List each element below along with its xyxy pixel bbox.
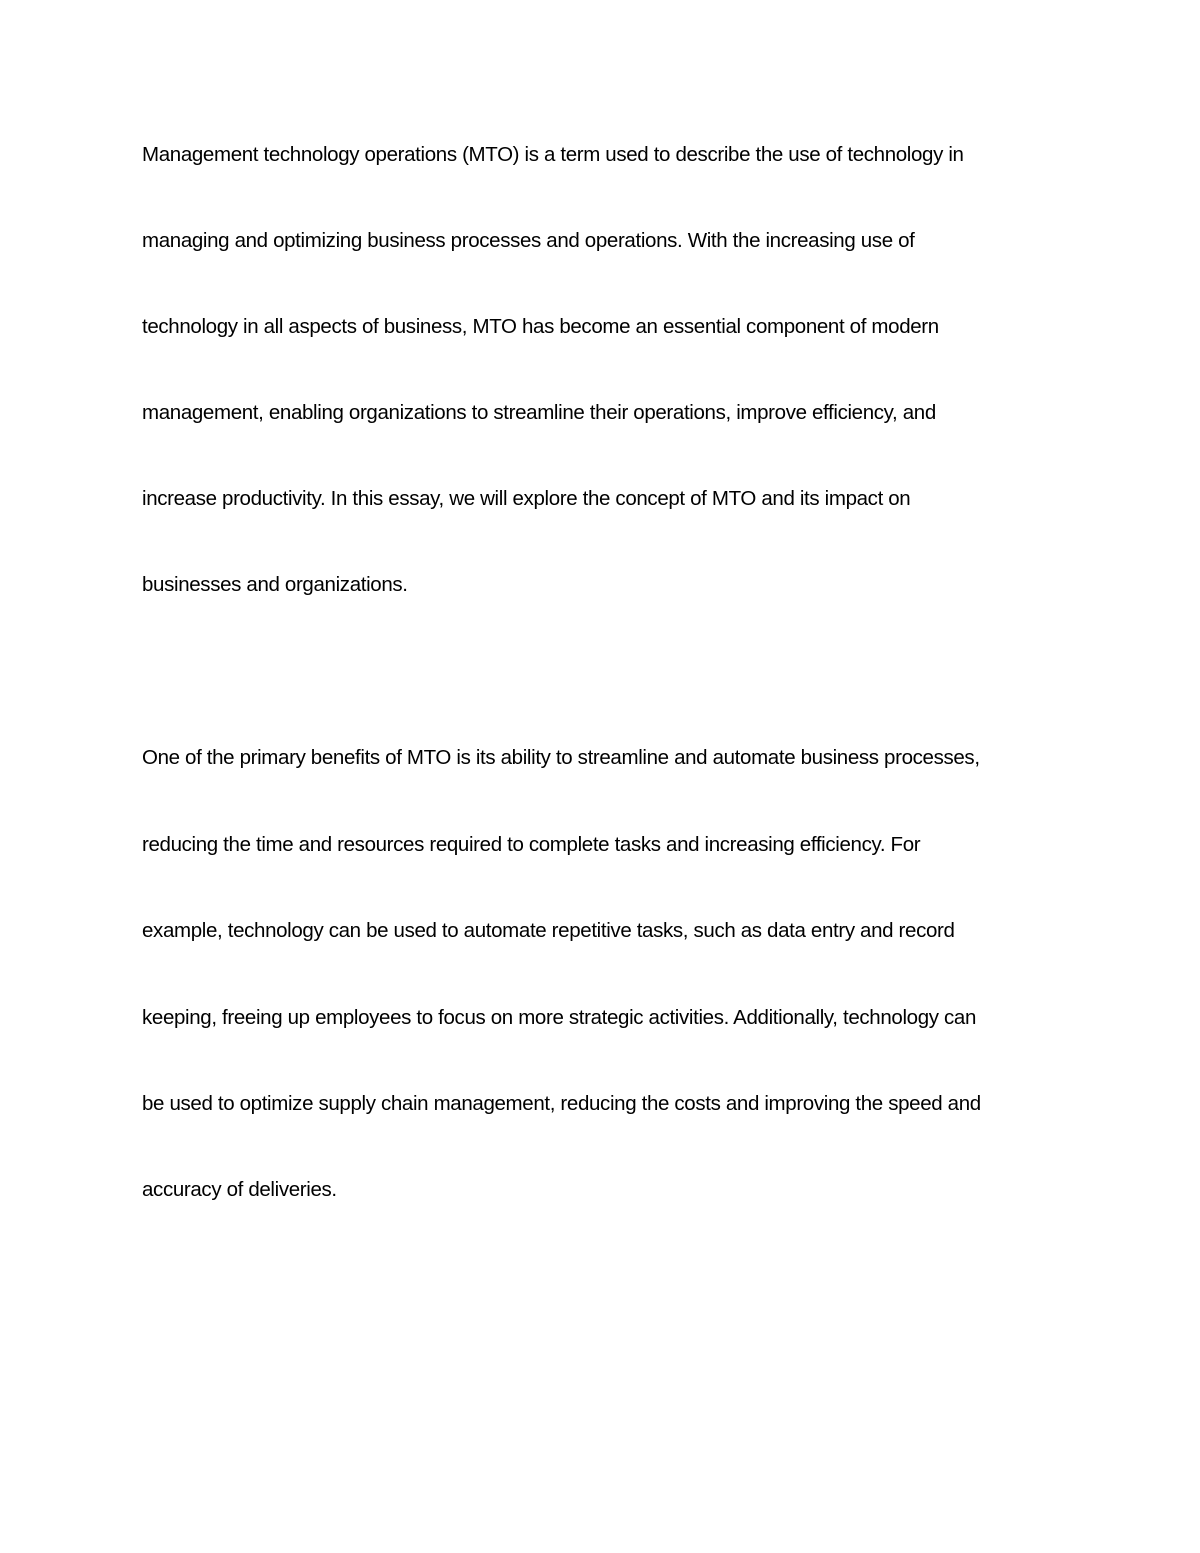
- text-line: technology in all aspects of business, MTO has become an essential component of modern: [142, 315, 939, 338]
- text-line: be used to optimize supply chain management, reducing the costs and improving the speed and: [142, 1092, 981, 1115]
- text-line: Management technology operations (MTO) is a term used to describe the use of technology in: [142, 143, 964, 166]
- text-line: managing and optimizing business processes and operations. With the increasing use of: [142, 229, 915, 252]
- text-line: businesses and organizations.: [142, 573, 408, 596]
- text-line: One of the primary benefits of MTO is its ability to streamline and automate business processes,: [142, 746, 980, 769]
- text-line: increase productivity. In this essay, we will explore the concept of MTO and its impact on: [142, 487, 911, 510]
- text-line: reducing the time and resources required to complete tasks and increasing efficiency. For: [142, 833, 921, 856]
- text-line: management, enabling organizations to streamline their operations, improve efficiency, and: [142, 401, 936, 424]
- text-line: accuracy of deliveries.: [142, 1178, 337, 1201]
- text-line: keeping, freeing up employees to focus on more strategic activities. Additionally, technology can: [142, 1006, 976, 1029]
- text-line: example, technology can be used to automate repetitive tasks, such as data entry and record: [142, 919, 955, 942]
